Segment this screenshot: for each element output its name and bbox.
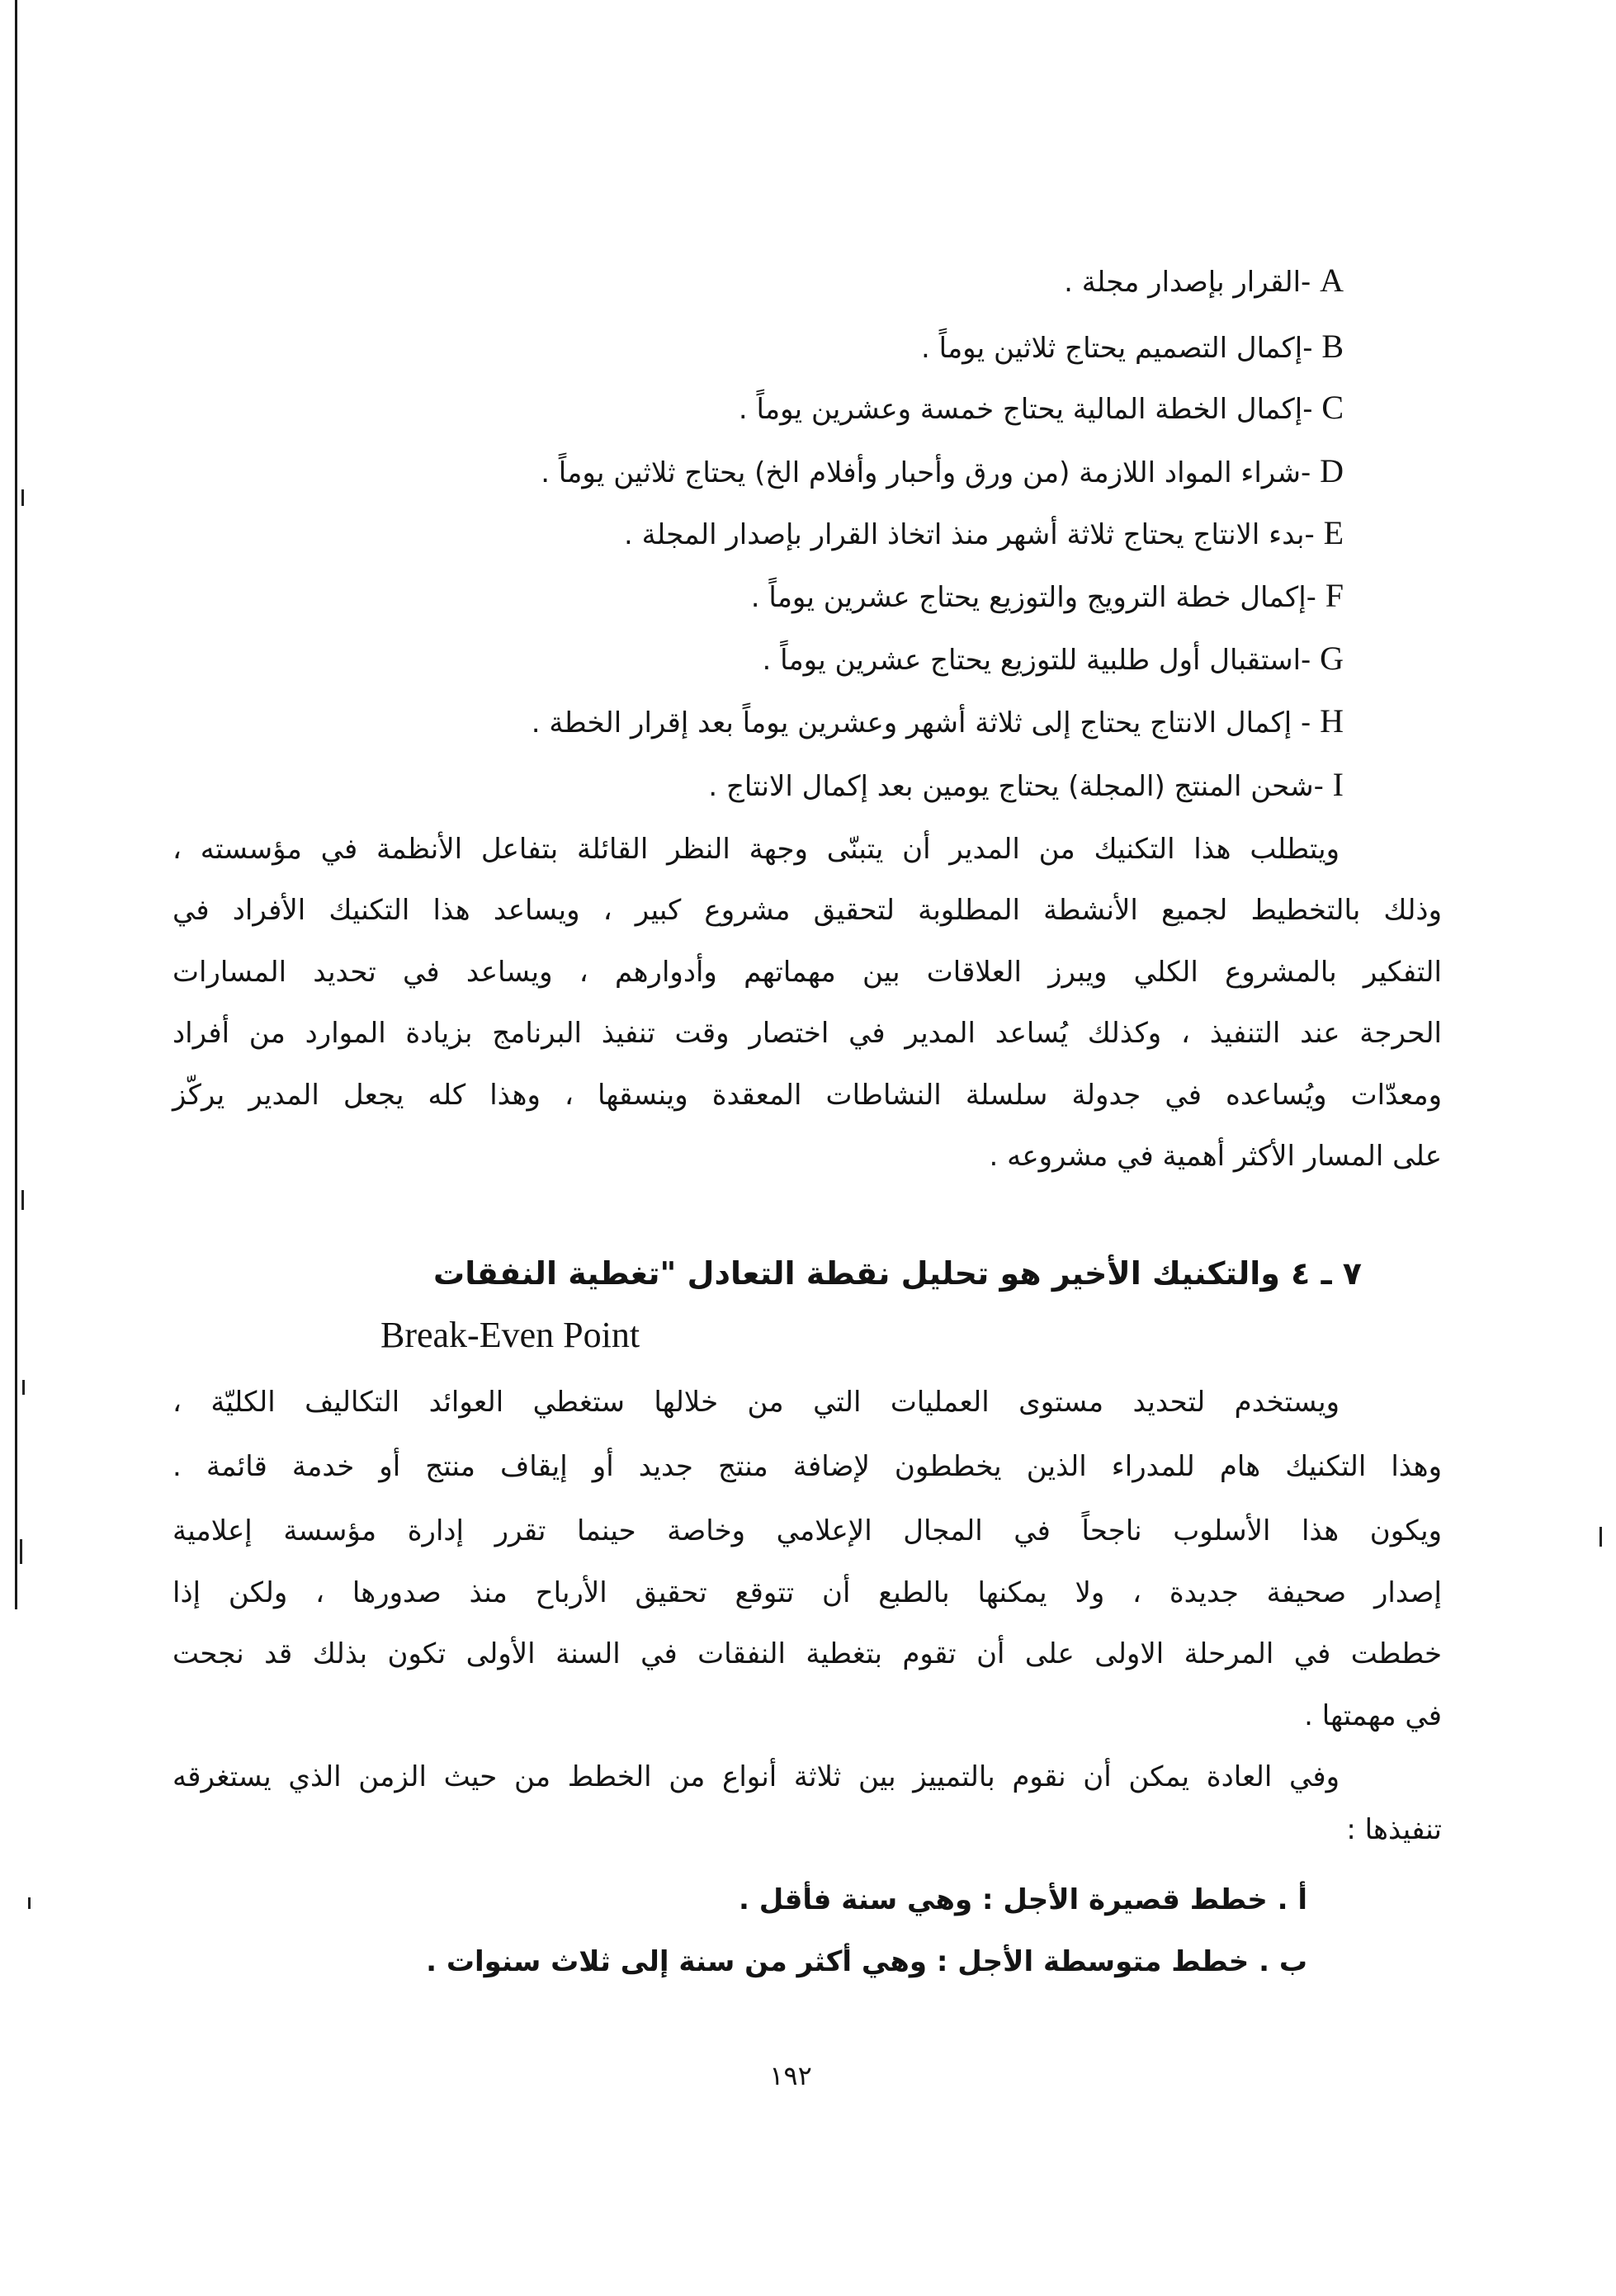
plan-type-item bbox=[172, 1868, 1307, 1931]
list-item bbox=[172, 376, 1344, 439]
scan-mark bbox=[28, 1897, 31, 1909]
paragraph-line bbox=[172, 1684, 1442, 1747]
paragraph-line-text: ويكون هذا الأسلوب ناجحاً في المجال الإعلامي وخاصة حينما تقرر إدارة مؤسسة إعلامية bbox=[172, 1514, 1442, 1547]
list-item-text: - إكمال الانتاج يحتاج إلى ثلاثة أشهر وعشرين يوماً بعد إقرار الخطة . bbox=[531, 706, 1311, 739]
page-number-text: ١٩٢ bbox=[769, 2060, 812, 2091]
paragraph-line-text: وفي العادة يمكن أن نقوم بالتمييز بين ثلاثة أنواع من الخطط من حيث الزمن الذي يستغرقه bbox=[172, 1760, 1340, 1793]
paragraph-line-text: خططت في المرحلة الاولى على أن تقوم بتغطية النفقات في السنة الأولى تكون بذلك قد نجحت bbox=[172, 1637, 1442, 1670]
scan-mark bbox=[1599, 1527, 1602, 1547]
paragraph-line bbox=[172, 1371, 1340, 1434]
paragraph-line-text: التفكير بالمشروع الكلي ويبرز العلاقات بين مهماتهم وأدوارهم ، ويساعد في تحديد المسارات bbox=[172, 956, 1442, 989]
list-item-letter: I bbox=[1332, 766, 1344, 803]
paragraph-line bbox=[172, 1125, 1442, 1188]
list-item bbox=[172, 627, 1344, 690]
list-item-letter: H bbox=[1320, 702, 1344, 739]
list-item-text: -شراء المواد اللازمة (من ورق وأحبار وأفلام الخ) يحتاج ثلاثين يوماً . bbox=[541, 456, 1311, 489]
paragraph-line-text: ومعدّات ويُساعده في جدولة سلسلة النشاطات المعقدة وينسقها ، وهذا كله يجعل المدير يركّز bbox=[172, 1079, 1442, 1112]
list-item-text: -بدء الانتاج يحتاج ثلاثة أشهر منذ اتخاذ القرار بإصدار المجلة . bbox=[624, 518, 1315, 551]
list-item-text: -إكمال التصميم يحتاج ثلاثين يوماً . bbox=[921, 332, 1313, 365]
section-heading-english bbox=[380, 1304, 810, 1367]
paragraph-line-text: على المسار الأكثر أهمية في مشروعه . bbox=[989, 1140, 1442, 1173]
scan-edge-line bbox=[15, 0, 17, 1609]
list-item-text: -إكمال خطة الترويج والتوزيع يحتاج عشرين يوماً . bbox=[750, 581, 1316, 614]
paragraph-line-text: الحرجة عند التنفيذ ، وكذلك يُساعد المدير في اختصار وقت تنفيذ البرنامج بزيادة الموارد من أفراد bbox=[172, 1017, 1442, 1050]
scan-mark bbox=[21, 1190, 24, 1210]
list-item bbox=[172, 440, 1344, 503]
list-item-letter: C bbox=[1321, 389, 1344, 426]
paragraph-line bbox=[172, 1623, 1442, 1685]
plan-type-item bbox=[172, 1930, 1307, 1993]
list-item bbox=[172, 249, 1344, 312]
list-item-text: -إكمال الخطة المالية يحتاج خمسة وعشرين يوماً . bbox=[738, 393, 1313, 426]
list-item-letter: F bbox=[1325, 577, 1344, 614]
plan-type-text: أ . خطط قصيرة الأجل : وهي سنة فأقل . bbox=[738, 1883, 1307, 1916]
paragraph-line bbox=[172, 1561, 1442, 1624]
paragraph-line bbox=[172, 941, 1442, 1004]
paragraph-line bbox=[172, 1002, 1442, 1065]
list-item-letter: E bbox=[1323, 514, 1344, 551]
list-item bbox=[172, 502, 1344, 565]
scan-mark bbox=[20, 1539, 22, 1564]
list-item bbox=[172, 754, 1344, 816]
paragraph-line-text: إصدار صحيفة جديدة ، ولا يمكنها بالطبع أن تتوقع تحقيق الأرباح منذ صدورها ، ولكن إذا bbox=[172, 1576, 1442, 1609]
paragraph-line-text: وذلك بالتخطيط لجميع الأنشطة المطلوبة لتحقيق مشروع كبير ، ويساعد هذا التكنيك الأفراد في bbox=[172, 894, 1442, 927]
list-item-text: -شحن المنتج (المجلة) يحتاج يومين بعد إكمال الانتاج . bbox=[708, 770, 1324, 803]
paragraph-line bbox=[172, 1435, 1442, 1498]
paragraph-line bbox=[172, 1064, 1442, 1127]
list-item-letter: G bbox=[1320, 640, 1344, 677]
list-item bbox=[172, 315, 1344, 378]
page-number bbox=[708, 2044, 873, 2107]
paragraph-line-text: تنفيذها : bbox=[1346, 1813, 1442, 1846]
scan-mark bbox=[22, 1380, 25, 1395]
list-item-letter: D bbox=[1320, 452, 1344, 489]
scan-mark bbox=[21, 489, 24, 506]
paragraph-line bbox=[172, 1798, 1442, 1861]
list-item bbox=[172, 690, 1344, 753]
plan-type-text: ب . خطط متوسطة الأجل : وهي أكثر من سنة إلى ثلاث سنوات . bbox=[426, 1945, 1307, 1978]
list-item bbox=[172, 565, 1344, 627]
paragraph-line-text: وهذا التكنيك هام للمدراء الذين يخططون لإضافة منتج جديد أو إيقاف منتج أو خدمة قائمة . bbox=[172, 1450, 1442, 1483]
list-item-letter: B bbox=[1321, 328, 1344, 365]
paragraph-line-text: ويستخدم لتحديد مستوى العمليات التي من خلالها ستغطي العوائد التكاليف الكليّة ، bbox=[172, 1386, 1340, 1419]
section-heading-english-text: Break-Even Point bbox=[380, 1315, 640, 1355]
section-heading bbox=[165, 1242, 1362, 1305]
paragraph-line bbox=[172, 879, 1442, 942]
paragraph-line-text: في مهمتها . bbox=[1304, 1699, 1442, 1732]
list-item-letter: A bbox=[1320, 262, 1344, 299]
section-heading-text: ٧ ـ ٤ والتكنيك الأخير هو تحليل نقطة التعادل "تغطية النفقات bbox=[433, 1255, 1362, 1292]
paragraph-line bbox=[172, 1500, 1442, 1562]
paragraph-line-text: ويتطلب هذا التكنيك من المدير أن يتبنّى وجهة النظر القائلة بتفاعل الأنظمة في مؤسسته ، bbox=[172, 833, 1340, 866]
list-item-text: -استقبال أول طلبية للتوزيع يحتاج عشرين يوماً . bbox=[762, 644, 1311, 677]
paragraph-line bbox=[172, 818, 1340, 881]
list-item-text: -القرار بإصدار مجلة . bbox=[1064, 266, 1311, 299]
